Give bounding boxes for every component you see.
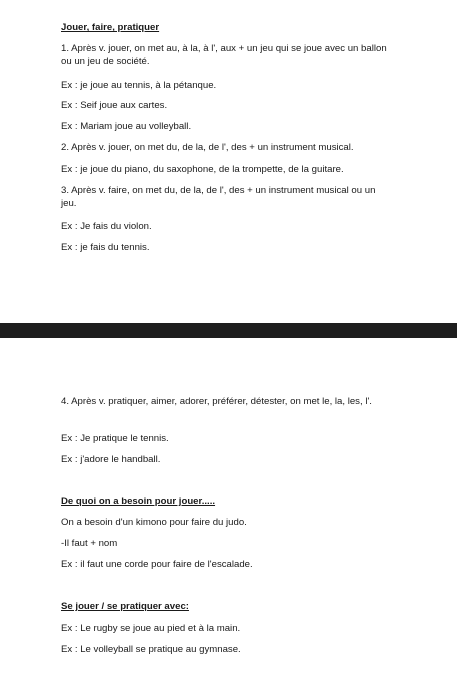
besoin-sentence: On a besoin d'un kimono pour faire du judo. — [61, 517, 247, 528]
example-4a: Ex : Je pratique le tennis. — [61, 433, 169, 444]
example-1c: Ex : Mariam joue au volleyball. — [61, 121, 192, 132]
example-1a: Ex : je joue au tennis, à la pétanque. — [61, 80, 217, 91]
rule-4: 4. Après v. pratiquer, aimer, adorer, préférer, détester, on met le, la, les, l'. — [61, 396, 372, 407]
example-3b: Ex : je fais du tennis. — [61, 242, 150, 253]
section-heading-se-jouer: Se jouer / se pratiquer avec: — [61, 601, 189, 612]
il-faut-rule: -Il faut + nom — [61, 538, 118, 549]
document-page-1 — [0, 0, 457, 323]
example-3a: Ex : Je fais du violon. — [61, 221, 152, 232]
page-separator — [0, 323, 457, 338]
example-5: Ex : il faut une corde pour faire de l'escalade. — [61, 559, 253, 570]
example-6b: Ex : Le volleyball se pratique au gymnase. — [61, 644, 241, 655]
rule-1: 1. Après v. jouer, on met au, à la, à l', aux + un jeu qui se joue avec un ballon ou un jeu de société. — [61, 43, 387, 67]
rule-2: 2. Après v. jouer, on met du, de la, de l', des + un instrument musical. — [61, 142, 354, 153]
example-4b: Ex : j'adore le handball. — [61, 454, 161, 465]
rule-3: 3. Après v. faire, on met du, de la, de l', des + un instrument musical ou un jeu. — [61, 185, 376, 209]
document-page-2 — [0, 338, 457, 678]
example-2: Ex : je joue du piano, du saxophone, de la trompette, de la guitare. — [61, 164, 344, 175]
section-heading-besoin: De quoi on a besoin pour jouer..... — [61, 496, 216, 507]
example-6a: Ex : Le rugby se joue au pied et à la main. — [61, 623, 241, 634]
example-1b: Ex : Seif joue aux cartes. — [61, 100, 168, 111]
section-heading-jouer-faire-pratiquer: Jouer, faire, pratiquer — [61, 22, 160, 33]
